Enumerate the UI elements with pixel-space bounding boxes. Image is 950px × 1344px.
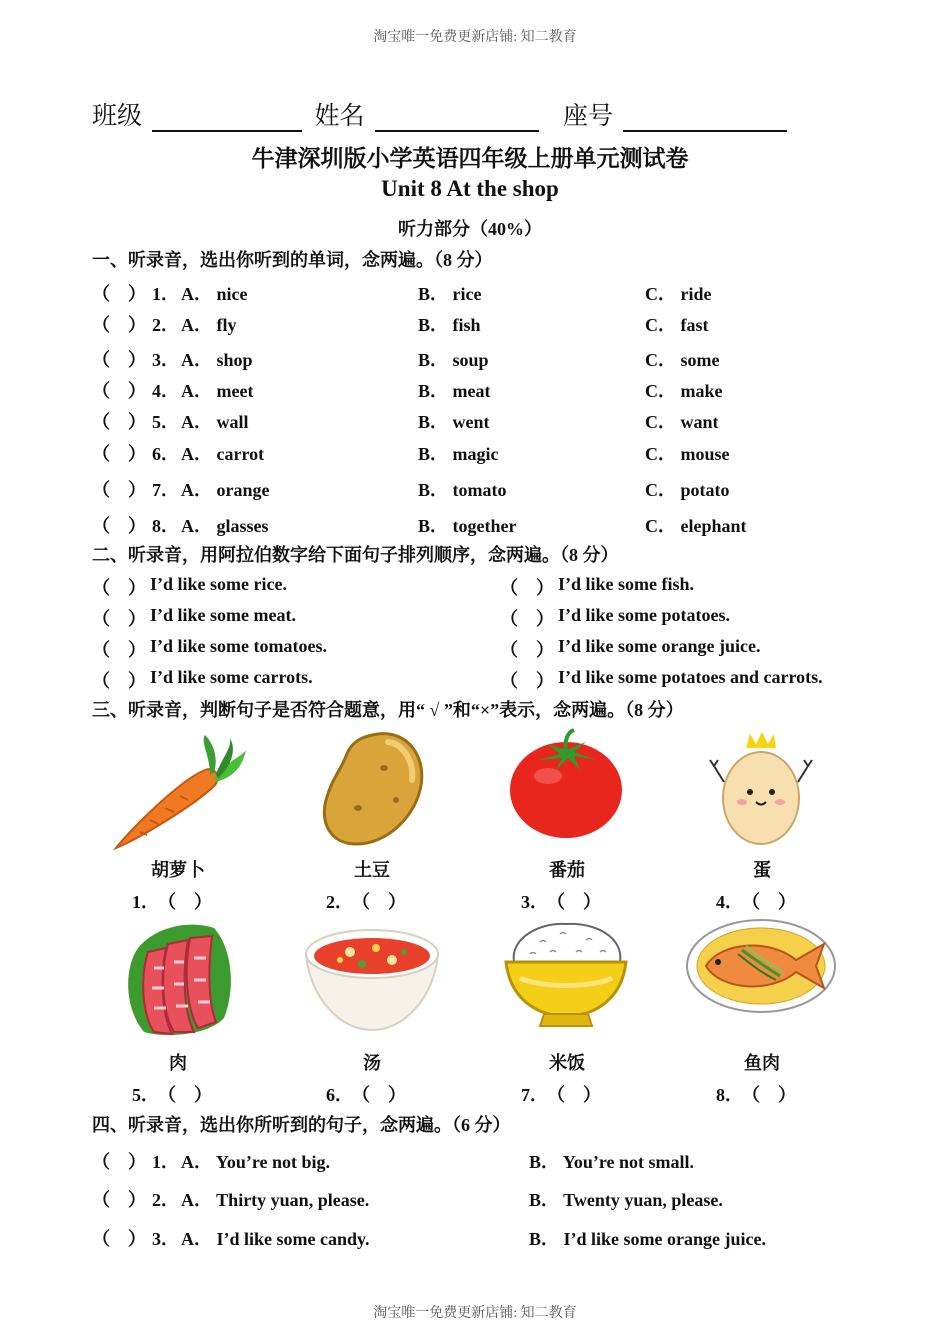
option-a: A． shop: [181, 350, 253, 370]
answer-paren[interactable]: （ ）: [751, 1085, 796, 1105]
answer-paren[interactable]: （ ）: [167, 1085, 212, 1105]
option-c: C． make: [645, 381, 723, 401]
option-b: B． Twenty yuan, please.: [529, 1190, 723, 1210]
page-header: 淘宝唯一免费更新店铺: 知二教育: [373, 30, 577, 45]
list-item: [0, 408, 950, 436]
answer-paren[interactable]: （ ）: [92, 1190, 146, 1210]
list-item: [0, 377, 950, 405]
unit-subtitle: Unit 8 At the shop: [381, 176, 559, 201]
option-b: B． soup: [418, 350, 489, 370]
question-number: 5．: [132, 1085, 159, 1105]
question-number: 7．: [152, 480, 179, 500]
option-b: B． together: [418, 516, 517, 536]
answer-paren[interactable]: （ ）: [92, 480, 146, 500]
picture-answer: [132, 888, 212, 914]
question-number: 8．: [716, 1085, 743, 1105]
section2-heading: 二、听录音，用阿拉伯数字给下面句子排列顺序，念两遍。（8 分）: [92, 545, 619, 565]
tomato-icon: [508, 728, 628, 840]
option-b: B． I’d like some orange juice.: [529, 1229, 766, 1249]
carrot-icon: [110, 730, 250, 850]
sentence-left: I’d like some tomatoes.: [150, 636, 327, 656]
question-number: 8．: [152, 516, 179, 536]
option-a: A． nice: [181, 284, 248, 304]
answer-paren[interactable]: （ ）: [92, 578, 146, 598]
sentence-left: I’d like some meat.: [150, 605, 296, 625]
answer-paren[interactable]: （ ）: [92, 284, 146, 304]
option-c: C． fast: [645, 315, 709, 335]
class-blank[interactable]: [152, 104, 302, 132]
sentence-right: I’d like some potatoes and carrots.: [558, 667, 823, 687]
answer-paren[interactable]: （ ）: [92, 444, 146, 464]
answer-paren[interactable]: （ ）: [92, 381, 146, 401]
picture-caption: 土豆: [354, 860, 390, 880]
sentence-right: I’d like some potatoes.: [558, 605, 730, 625]
question-number: 6．: [326, 1085, 353, 1105]
part-label: 听力部分（40%）: [398, 219, 542, 239]
picture-answer: [326, 1081, 406, 1107]
list-item: [0, 1148, 950, 1176]
question-number: 3．: [152, 350, 179, 370]
list-item: [0, 667, 950, 695]
question-number: 1．: [152, 1152, 179, 1172]
sentence-right: I’d like some orange juice.: [558, 636, 761, 656]
answer-paren[interactable]: （ ）: [92, 1229, 146, 1249]
option-c: C． elephant: [645, 516, 747, 536]
question-number: 2．: [152, 315, 179, 335]
meat-icon: [120, 918, 238, 1042]
picture-answer: [326, 888, 406, 914]
picture-caption: 肉: [169, 1053, 187, 1073]
picture-caption: 汤: [363, 1053, 381, 1073]
picture-caption: 蛋: [753, 860, 771, 880]
list-item: [0, 1186, 950, 1214]
answer-paren[interactable]: （ ）: [92, 315, 146, 335]
list-item: [0, 476, 950, 504]
page-footer: 淘宝唯一免费更新店铺: 知二教育: [373, 1306, 577, 1321]
list-item: [0, 512, 950, 540]
question-number: 4．: [716, 892, 743, 912]
answer-paren[interactable]: （ ）: [556, 892, 601, 912]
list-item: [0, 574, 950, 602]
question-number: 1．: [132, 892, 159, 912]
answer-paren[interactable]: （ ）: [167, 892, 212, 912]
option-b: B． meat: [418, 381, 491, 401]
answer-paren[interactable]: （ ）: [500, 578, 554, 598]
picture-caption: 米饭: [549, 1053, 585, 1073]
egg-icon: [706, 726, 816, 846]
option-a: A． meet: [181, 381, 254, 401]
answer-paren[interactable]: （ ）: [361, 892, 406, 912]
answer-paren[interactable]: （ ）: [500, 609, 554, 629]
question-number: 1．: [152, 284, 179, 304]
rice-icon: [500, 918, 632, 1030]
picture-answer: [716, 1081, 796, 1107]
question-number: 2．: [326, 892, 353, 912]
potato-icon: [318, 728, 430, 848]
option-b: B． tomato: [418, 480, 507, 500]
list-item: [0, 605, 950, 633]
list-item: [0, 311, 950, 339]
list-item: [0, 636, 950, 664]
option-a: A． You’re not big.: [181, 1152, 331, 1172]
seat-label: 座号: [563, 103, 614, 130]
question-number: 5．: [152, 412, 179, 432]
page-title: 牛津深圳版小学英语四年级上册单元测试卷: [251, 146, 689, 171]
picture-caption: 番茄: [549, 860, 585, 880]
list-item: [0, 440, 950, 468]
list-item: [0, 1225, 950, 1253]
seat-blank[interactable]: [623, 104, 787, 132]
question-number: 3．: [521, 892, 548, 912]
soup-icon: [300, 918, 444, 1036]
answer-paren[interactable]: （ ）: [92, 412, 146, 432]
class-label: 班级: [92, 103, 143, 130]
list-item: [0, 346, 950, 374]
question-number: 2．: [152, 1190, 179, 1210]
picture-answer: [132, 1081, 212, 1107]
option-b: B． You’re not small.: [529, 1152, 695, 1172]
answer-paren[interactable]: （ ）: [751, 892, 796, 912]
answer-paren[interactable]: （ ）: [500, 671, 554, 691]
option-c: C． mouse: [645, 444, 730, 464]
answer-paren[interactable]: （ ）: [92, 350, 146, 370]
option-a: A． carrot: [181, 444, 265, 464]
picture-caption: 胡萝卜: [151, 860, 205, 880]
section4-heading: 四、听录音，选出你所听到的句子，念两遍。（6 分）: [92, 1115, 511, 1135]
name-label: 姓名: [314, 103, 365, 130]
answer-paren[interactable]: （ ）: [556, 1085, 601, 1105]
question-number: 3．: [152, 1229, 179, 1249]
picture-caption: 鱼肉: [744, 1053, 780, 1073]
picture-answer: [521, 1081, 601, 1107]
answer-paren[interactable]: （ ）: [92, 516, 146, 536]
question-number: 7．: [521, 1085, 548, 1105]
section1-heading: 一、听录音，选出你听到的单词，念两遍。（8 分）: [92, 250, 493, 270]
option-a: A． I’d like some candy.: [181, 1229, 370, 1249]
option-b: B． magic: [418, 444, 499, 464]
question-number: 6．: [152, 444, 179, 464]
answer-paren[interactable]: （ ）: [92, 1152, 146, 1172]
answer-paren[interactable]: （ ）: [361, 1085, 406, 1105]
answer-paren[interactable]: （ ）: [500, 640, 554, 660]
option-a: A． fly: [181, 315, 237, 335]
option-a: A． orange: [181, 480, 270, 500]
option-c: C． some: [645, 350, 720, 370]
sentence-left: I’d like some carrots.: [150, 667, 313, 687]
option-c: C． potato: [645, 480, 730, 500]
sentence-left: I’d like some rice.: [150, 574, 287, 594]
option-c: C． want: [645, 412, 719, 432]
option-a: A． glasses: [181, 516, 269, 536]
answer-paren[interactable]: （ ）: [92, 671, 146, 691]
section3-heading: 三、听录音，判断句子是否符合题意，用“ √ ”和“×”表示，念两遍。（8 分）: [92, 700, 684, 720]
answer-paren[interactable]: （ ）: [92, 640, 146, 660]
answer-paren[interactable]: （ ）: [92, 609, 146, 629]
question-number: 4．: [152, 381, 179, 401]
picture-answer: [521, 888, 601, 914]
option-b: B． went: [418, 412, 490, 432]
list-item: [0, 280, 950, 308]
student-info-fields: [92, 96, 787, 132]
option-c: C． ride: [645, 284, 712, 304]
option-b: B． rice: [418, 284, 482, 304]
option-a: A． Thirty yuan, please.: [181, 1190, 370, 1210]
sentence-right: I’d like some fish.: [558, 574, 695, 594]
option-b: B． fish: [418, 315, 481, 335]
fish-icon: [684, 916, 838, 1016]
name-blank[interactable]: [375, 104, 539, 132]
picture-answer: [716, 888, 796, 914]
option-a: A． wall: [181, 412, 249, 432]
